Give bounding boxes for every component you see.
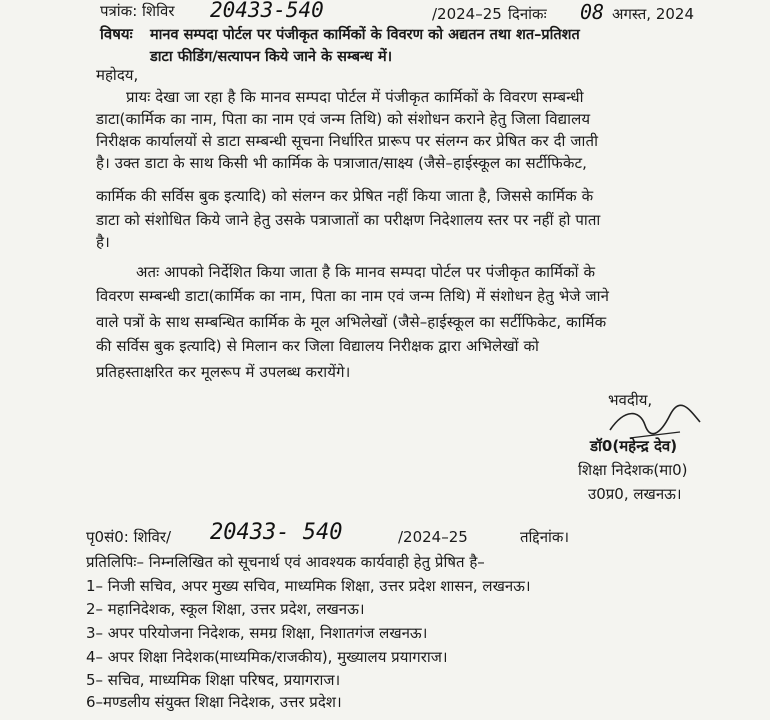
patrank-number: 20433-540 — [210, 0, 324, 22]
signatory-name: डॉ0(महेन्द्र देव) — [590, 437, 678, 455]
date-label: दिनांकः — [508, 5, 547, 23]
closing: भवदीय, — [608, 391, 653, 409]
signatory-place: उ0प्र0, लखनऊ। — [588, 485, 682, 503]
recipient-item: 1– निजी सचिव, अपर मुख्य सचिव, माध्यमिक शिक्षा, उत्तर प्रदेश शासन, लखनऊ। — [86, 577, 531, 595]
copy-ref-label: पृ0सं0: शिविर/ — [86, 528, 172, 546]
copy-ref-date: तद्दिनांक। — [520, 528, 570, 546]
recipient-item: 6–मण्डलीय संयुक्त शिक्षा निदेशक, उत्तर प्रदेश। — [86, 693, 342, 711]
para2-line: अतः आपको निर्देशित किया जाता है कि मानव सम्पदा पोर्टल पर पंजीकृत कार्मिकों के — [136, 263, 596, 281]
para2-line: वाले पत्रों के साथ सम्बन्धित कार्मिक के मूल अभिलेखों (जैसे–हाईस्कूल का सर्टीफिकेट, कार्मिक — [96, 313, 607, 331]
patrank-label: पत्रांक: शिविर — [100, 2, 175, 20]
para2-line: प्रतिहस्ताक्षरित कर मूलरूप में उपलब्ध करायेंगे। — [96, 363, 351, 381]
para1-line: निरीक्षक कार्यालयों से डाटा सम्बन्धी सूचना निर्धारित प्रारूप पर संलग्न कर प्रेषित कर दी जाती — [96, 132, 599, 150]
para1-line: डाटा(कार्मिक का नाम, पिता का नाम एवं जन्म तिथि) को संशोधन कराने हेतु जिला विद्यालय — [96, 110, 591, 128]
signatory-designation: शिक्षा निदेशक(मा0) — [578, 461, 688, 479]
subject-label: विषयः — [100, 25, 133, 43]
letter-year: /2024–25 — [432, 5, 502, 23]
para1-line: है। — [96, 233, 110, 251]
para2-line: विवरण सम्बन्धी डाटा(कार्मिक का नाम, पिता का नाम एवं जन्म तिथि) में संशोधन हेतु भेजे जाने — [96, 287, 610, 305]
para2-line: की सर्विस बुक इत्यादि) से मिलान कर जिला विद्यालय निरीक्षक द्वारा अभिलेखों को — [96, 337, 540, 355]
date-month-year: अगस्त, 2024 — [612, 5, 695, 23]
recipient-item: 5– सचिव, माध्यमिक शिक्षा परिषद, प्रयागराज। — [86, 671, 341, 689]
recipient-item: 2– महानिदेशक, स्कूल शिक्षा, उत्तर प्रदेश, लखनऊ। — [86, 600, 365, 618]
copy-ref-number: 20433- 540 — [210, 520, 343, 545]
copy-intro: प्रतिलिपिः– निम्नलिखित को सूचनार्थ एवं आवश्यक कार्यवाही हेतु प्रेषित है– — [86, 553, 485, 571]
para1-line: है। उक्त डाटा के साथ किसी भी कार्मिक के पत्राजात/साक्ष्य (जैसे–हाईस्कूल का सर्टीफिकेट, — [96, 154, 587, 172]
recipient-item: 4– अपर शिक्षा निदेशक(माध्यमिक/राजकीय), मुख्यालय प्रयागराज। — [86, 648, 448, 666]
copy-ref-year: /2024–25 — [398, 528, 468, 546]
salutation: महोदय, — [96, 66, 139, 84]
para1-line: प्रायः देखा जा रहा है कि मानव सम्पदा पोर्टल में पंजीकृत कार्मिकों के विवरण सम्बन्धी — [126, 88, 584, 106]
para1-line: डाटा को संशोधित किये जाने हेतु उसके पत्राजातों का परीक्षण निदेशालय स्तर पर नहीं हो पाता — [96, 211, 601, 229]
subject-line-1: मानव सम्पदा पोर्टल पर पंजीकृत कार्मिकों के विवरण को अद्यतन तथा शत–प्रतिशत — [150, 27, 580, 43]
recipient-item: 3– अपर परियोजना निदेशक, समग्र शिक्षा, निशातगंज लखनऊ। — [86, 624, 428, 642]
subject-line-2: डाटा फीडिंग/सत्यापन किये जाने के सम्बन्ध में। — [150, 49, 393, 65]
para1-line: कार्मिक की सर्विस बुक इत्यादि) को संलग्न कर प्रेषित नहीं किया जाता है, जिससे कार्मिक के — [96, 187, 594, 205]
date-day: 08 — [580, 0, 605, 24]
